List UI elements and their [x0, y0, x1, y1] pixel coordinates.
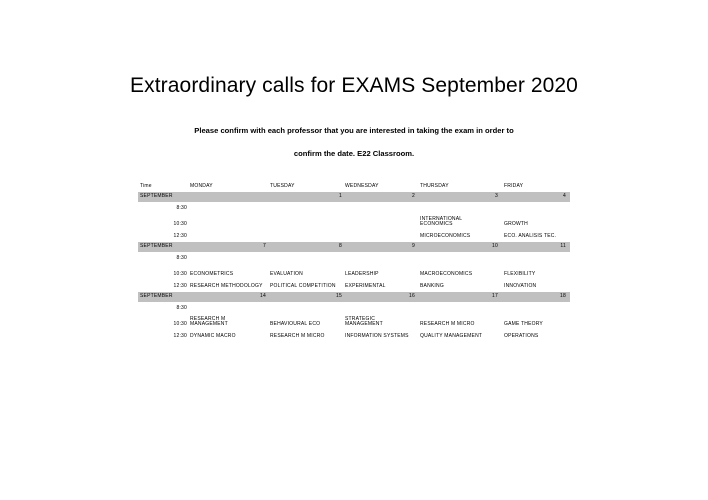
- week-label: SEPTEMBER: [140, 293, 173, 300]
- header-thursday: THURSDAY: [420, 183, 449, 190]
- date-cell: 4: [563, 193, 566, 200]
- exam-cell: RESEARCH M MANAGEMENT: [190, 315, 228, 328]
- exam-cell: ECO. ANALISIS TEC.: [504, 233, 557, 240]
- date-cell: 1: [339, 193, 342, 200]
- date-cell: [190, 192, 270, 202]
- exam-cell: STRATEGIC MANAGEMENT: [345, 315, 383, 328]
- exam-cell: MICROECONOMICS: [420, 233, 471, 240]
- time-slot-row: [138, 280, 570, 292]
- instruction-line-2: confirm the date. E22 Classroom.: [293, 149, 415, 158]
- exam-cell: GAME THEORY: [504, 321, 543, 328]
- instruction-line-1: Please confirm with each professor that you are interested in taking the exam in order to: [194, 126, 514, 135]
- time-slot-row: [138, 214, 570, 230]
- header-tuesday: TUESDAY: [270, 183, 295, 190]
- date-cell: 2: [412, 193, 415, 200]
- exam-cell: QUALITY MANAGEMENT: [420, 333, 483, 340]
- header-time: Time: [140, 183, 152, 190]
- exam-schedule-table: [138, 182, 570, 342]
- table-header-row: [138, 182, 570, 192]
- week-row: [138, 192, 570, 202]
- date-cell: 8: [339, 243, 342, 250]
- exam-cell: DYNAMIC MACRO: [190, 333, 236, 340]
- time-slot-row: [138, 252, 570, 264]
- date-cell: 10: [492, 243, 498, 250]
- week-label: SEPTEMBER: [140, 193, 173, 200]
- exam-cell: OPERATIONS: [504, 333, 539, 340]
- date-cell: 15: [336, 293, 342, 300]
- date-cell: 16: [409, 293, 415, 300]
- time-slot-row: [138, 302, 570, 314]
- date-cell: 17: [492, 293, 498, 300]
- date-cell: 3: [495, 193, 498, 200]
- slot-time: 12:30: [173, 283, 187, 290]
- time-slot-row: [138, 202, 570, 214]
- date-cell: 7: [263, 243, 266, 250]
- time-slot-row: [138, 230, 570, 242]
- exam-cell: RESEARCH METHODOLOGY: [190, 283, 263, 290]
- header-monday: MONDAY: [190, 183, 213, 190]
- exam-cell: INFORMATION SYSTEMS: [345, 333, 409, 340]
- week-row: [138, 292, 570, 302]
- exam-cell: INNOVATION: [504, 283, 537, 290]
- week-row: [138, 242, 570, 252]
- page-title: Extraordinary calls for EXAMS September 2020: [130, 74, 578, 97]
- header-friday: FRIDAY: [504, 183, 524, 190]
- exam-cell: EVALUATION: [270, 271, 303, 278]
- slot-time: 10:30: [173, 271, 187, 278]
- slot-time: 8:30: [176, 205, 187, 212]
- exam-cell: RESEARCH M MICRO: [420, 321, 475, 328]
- exam-cell: FLEXIBILITY: [504, 271, 536, 278]
- date-cell: 14: [260, 293, 266, 300]
- date-cell: 9: [412, 243, 415, 250]
- exam-cell: BANKING: [420, 283, 444, 290]
- slot-time: 8:30: [176, 305, 187, 312]
- slot-time: 12:30: [173, 333, 187, 340]
- time-slot-row: [138, 264, 570, 280]
- exam-cell: POLITICAL COMPETITION: [270, 283, 336, 290]
- exam-cell: BEHAVIOURAL ECO: [270, 321, 321, 328]
- exam-cell: EXPERIMENTAL: [345, 283, 386, 290]
- date-cell: 18: [560, 293, 566, 300]
- header-wednesday: WEDNESDAY: [345, 183, 379, 190]
- slot-time: 10:30: [173, 221, 187, 228]
- exam-cell: GROWTH: [504, 221, 528, 228]
- slot-time: 12:30: [173, 233, 187, 240]
- slot-time: 8:30: [176, 255, 187, 262]
- exam-cell: ECONOMETRICS: [190, 271, 234, 278]
- time-slot-row: [138, 330, 570, 342]
- exam-cell: LEADERSHIP: [345, 271, 379, 278]
- date-cell: 11: [560, 243, 566, 250]
- time-slot-row: [138, 314, 570, 330]
- week-label: SEPTEMBER: [140, 243, 173, 250]
- slot-time: 10:30: [173, 321, 187, 328]
- exam-cell: MACROECONOMICS: [420, 271, 473, 278]
- exam-cell: INTERNATIONAL ECONOMICS: [420, 215, 463, 228]
- exam-cell: RESEARCH M MICRO: [270, 333, 325, 340]
